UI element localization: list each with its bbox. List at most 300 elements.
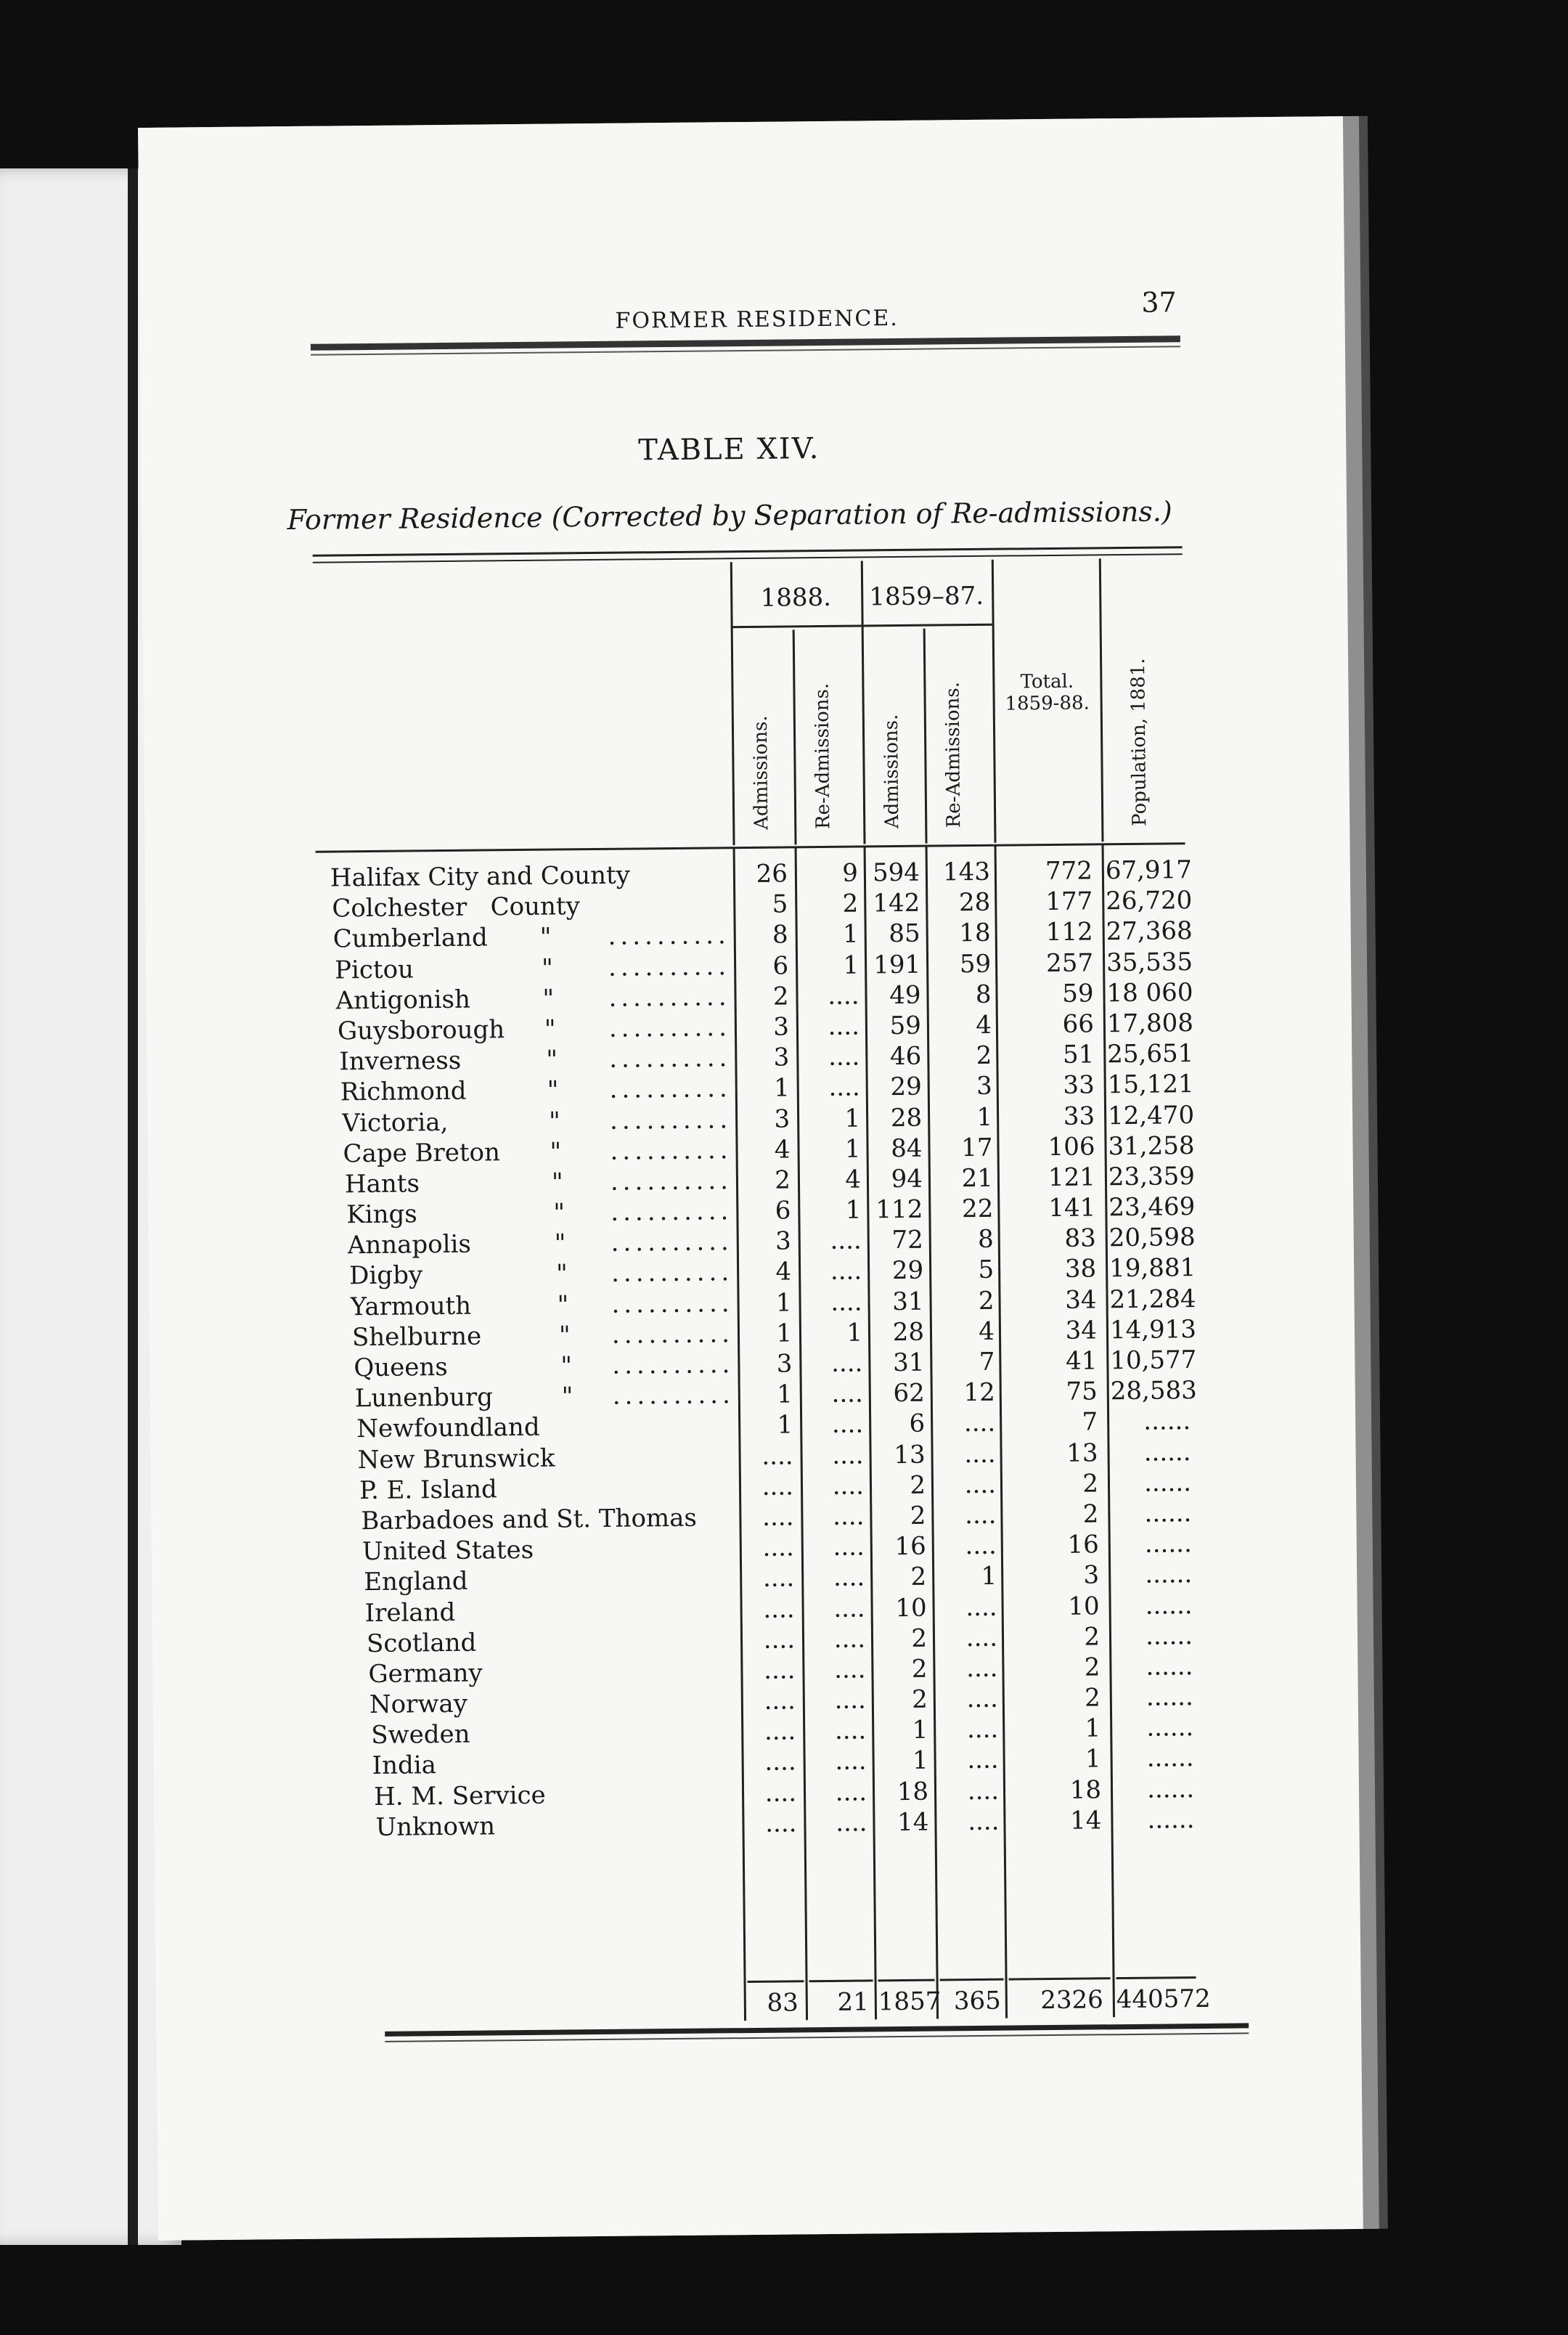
residence-label: Ireland [364, 1597, 456, 1628]
residence-label: H. M. Service [373, 1780, 546, 1812]
cell-readmissions-1888: .... [831, 1409, 864, 1440]
book-page [138, 116, 1363, 2241]
residence-name [368, 1655, 737, 1690]
cell-readmissions-1859-87: .... [967, 1776, 1000, 1806]
cell-admissions-1859-87: 28 [890, 1103, 923, 1133]
cell-total: 2 [1082, 1469, 1099, 1499]
cell-admissions-1888: 1 [775, 1288, 792, 1318]
leader-dots: .......... [603, 921, 730, 953]
residence-label: Cumberland [332, 923, 489, 954]
cell-admissions-1859-87: 16 [894, 1531, 926, 1562]
cell-readmissions-1859-87: 2 [978, 1286, 995, 1316]
cell-total: 7 [1082, 1407, 1098, 1437]
cell-population: 18 060 [1106, 977, 1193, 1008]
residence-name [332, 889, 730, 924]
ditto-mark: " [553, 1198, 565, 1228]
cell-readmissions-1888: .... [834, 1685, 867, 1715]
cell-population: 31,258 [1108, 1130, 1195, 1161]
cell-admissions-1888: 4 [774, 1135, 791, 1165]
running-head: FORMER RESIDENCE. [615, 305, 899, 334]
cell-readmissions-1888: 1 [846, 1318, 863, 1348]
cell-readmissions-1859-87: 8 [977, 1225, 994, 1255]
cell-admissions-1888: 1 [776, 1380, 793, 1409]
cell-total: 2 [1082, 1499, 1099, 1529]
cell-population: 23,469 [1108, 1192, 1196, 1223]
cell-readmissions-1859-87: 2 [976, 1040, 992, 1071]
cell-population: ...... [1145, 1590, 1193, 1621]
cell-readmissions-1888: .... [836, 1808, 867, 1838]
cell-readmissions-1888: .... [835, 1777, 867, 1807]
total-rule-total [1009, 1977, 1111, 1980]
cell-total: 33 [1063, 1070, 1095, 1101]
cell-admissions-1888: .... [761, 1440, 793, 1471]
cell-readmissions-1859-87: .... [964, 1439, 996, 1469]
cell-admissions-1859-87: 31 [892, 1348, 925, 1378]
table-subtitle: Former Residence (Corrected by Separation of Re-admissions.) [287, 495, 1172, 537]
cell-admissions-1888: 3 [773, 1043, 790, 1072]
cell-readmissions-1888: .... [830, 1256, 862, 1287]
total-admissions-1888: 83 [767, 1988, 799, 2018]
cell-readmissions-1888: .... [830, 1348, 863, 1378]
cell-population: 19,881 [1108, 1253, 1196, 1284]
cell-total: 33 [1063, 1101, 1095, 1131]
cell-readmissions-1859-87: 18 [959, 918, 991, 948]
ditto-mark: " [547, 1075, 559, 1105]
residence-label: Pictou [334, 954, 415, 985]
residence-label: Unknown [375, 1812, 496, 1842]
totals-row [156, 1982, 1332, 2030]
residence-label: England [364, 1567, 468, 1597]
residence-name [335, 951, 730, 985]
cell-readmissions-1888: 1 [844, 1104, 861, 1133]
header-rule-h1859 [862, 624, 992, 627]
ditto-mark: " [557, 1290, 569, 1320]
cell-population: ...... [1146, 1682, 1194, 1712]
residence-label: P. E. Island [359, 1475, 497, 1505]
cell-readmissions-1888: 9 [842, 858, 859, 888]
cell-admissions-1859-87: 29 [891, 1256, 924, 1286]
cell-admissions-1888: 2 [775, 1165, 791, 1195]
cell-population: 28,583 [1110, 1376, 1197, 1406]
cell-admissions-1888: 1 [773, 1073, 790, 1103]
residence-label: Norway [369, 1689, 468, 1720]
residence-label: Kings [346, 1199, 417, 1230]
cell-admissions-1888: 3 [774, 1104, 791, 1134]
cell-readmissions-1888: .... [833, 1532, 865, 1562]
cell-readmissions-1888: .... [833, 1624, 866, 1654]
residence-name [356, 1411, 735, 1445]
cell-population: ...... [1146, 1743, 1194, 1774]
ditto-mark: " [542, 984, 555, 1014]
cell-admissions-1859-87: 85 [889, 919, 920, 949]
cell-population: ...... [1145, 1621, 1193, 1651]
cell-readmissions-1859-87: 21 [961, 1163, 994, 1194]
cell-admissions-1859-87: 18 [897, 1777, 929, 1806]
cell-admissions-1859-87: 112 [875, 1194, 923, 1225]
cell-total: 2 [1084, 1622, 1101, 1652]
total-rule-pop [1116, 1976, 1196, 1979]
cell-readmissions-1859-87: .... [967, 1745, 999, 1775]
cell-total: 34 [1065, 1285, 1097, 1315]
page-number: 37 [1141, 286, 1177, 319]
residence-name [354, 1349, 734, 1383]
leader-dots: .......... [608, 1319, 734, 1350]
ditto-mark: " [551, 1168, 563, 1197]
cell-readmissions-1888: 1 [843, 950, 859, 980]
residence-name [349, 1258, 733, 1292]
ditto-mark: " [541, 953, 553, 983]
cell-total: 51 [1062, 1040, 1095, 1069]
cell-readmissions-1888: 1 [845, 1195, 862, 1225]
cell-total: 16 [1067, 1530, 1099, 1560]
cell-readmissions-1859-87: .... [966, 1714, 999, 1745]
cell-population: 17,808 [1106, 1008, 1194, 1039]
cell-population: ...... [1146, 1713, 1194, 1743]
total-population: 440572 [1116, 1984, 1211, 2015]
cell-admissions-1888: 4 [775, 1257, 792, 1287]
cell-population: ...... [1143, 1467, 1192, 1498]
ditto-mark: " [539, 922, 552, 953]
cell-readmissions-1888: 1 [842, 919, 859, 950]
cell-population: ...... [1147, 1804, 1195, 1835]
residence-label: Shelburne [351, 1321, 482, 1353]
header-bottom-rule [316, 842, 1185, 852]
leader-dots: .......... [607, 1258, 733, 1289]
cell-admissions-1888: .... [764, 1655, 796, 1685]
cell-admissions-1859-87: 46 [889, 1041, 922, 1072]
cell-admissions-1859-87: 49 [889, 980, 921, 1010]
col-population: Population, 1881. [1127, 658, 1151, 826]
residence-name [361, 1502, 735, 1536]
residence-name [372, 1748, 738, 1782]
cell-total: 66 [1062, 1009, 1095, 1039]
residence-label: Antigonish [335, 985, 471, 1016]
col-total [994, 670, 1101, 714]
cell-population: 14,913 [1109, 1314, 1197, 1345]
leader-dots: .......... [607, 1288, 733, 1320]
cell-admissions-1859-87: 28 [892, 1317, 925, 1347]
cell-admissions-1888: 5 [772, 889, 788, 919]
cell-readmissions-1859-87: 1 [981, 1562, 997, 1592]
cell-population: ...... [1144, 1499, 1192, 1528]
cell-readmissions-1888: .... [828, 981, 859, 1011]
cell-population: 27,368 [1106, 916, 1193, 947]
cell-admissions-1859-87: 2 [911, 1684, 928, 1714]
cell-total: 112 [1045, 917, 1093, 948]
cell-readmissions-1888: .... [828, 1042, 860, 1072]
residence-name [342, 1104, 732, 1138]
total-total: 2326 [1040, 1985, 1104, 2016]
residence-label: Victoria, [341, 1107, 449, 1138]
leader-dots: .......... [606, 1165, 732, 1197]
ditto-mark: " [550, 1137, 562, 1167]
residence-label: Sweden [371, 1719, 470, 1751]
cell-total: 10 [1068, 1591, 1100, 1621]
residence-label: Annapolis [347, 1229, 472, 1260]
residence-label: Guysborough [337, 1015, 505, 1046]
cell-admissions-1888: 2 [772, 982, 789, 1011]
header-rule-h1888 [731, 624, 862, 628]
cell-admissions-1888: .... [763, 1594, 795, 1624]
cell-readmissions-1888: 1 [844, 1134, 861, 1164]
total-rule-r59 [940, 1979, 1004, 1981]
residence-label: Digby [349, 1260, 423, 1291]
cell-readmissions-1888: .... [828, 1011, 860, 1041]
residence-label: Halifax City and County [330, 860, 631, 893]
leader-dots: .......... [605, 1074, 731, 1106]
cell-admissions-1859-87: 14 [897, 1807, 929, 1837]
cell-admissions-1888: 3 [775, 1226, 791, 1256]
leader-dots: .......... [606, 1196, 732, 1228]
cell-population: ...... [1146, 1774, 1195, 1804]
residence-name [359, 1472, 735, 1506]
cell-readmissions-1888: 2 [842, 889, 859, 918]
residence-label: Newfoundland [356, 1413, 540, 1444]
residence-name [367, 1625, 737, 1659]
cell-population: ...... [1143, 1406, 1191, 1437]
residence-name [375, 1809, 738, 1843]
cell-population: ...... [1145, 1560, 1193, 1590]
cell-readmissions-1859-87: 22 [961, 1194, 994, 1224]
cell-readmissions-1859-87: .... [966, 1684, 999, 1714]
cell-total: 14 [1069, 1806, 1102, 1835]
cell-readmissions-1859-87: .... [965, 1592, 997, 1622]
cell-readmissions-1888: .... [833, 1593, 865, 1623]
cell-admissions-1888: 1 [776, 1319, 793, 1348]
ditto-mark: " [544, 1014, 556, 1044]
leader-dots: .......... [604, 951, 730, 983]
col-admissions-1859-87: Admissions. [880, 714, 904, 829]
cell-population: 10,577 [1110, 1345, 1197, 1376]
group-1888: 1888. [760, 582, 832, 613]
cell-admissions-1888: .... [762, 1533, 795, 1562]
ditto-mark: " [548, 1106, 560, 1136]
cell-readmissions-1888: .... [832, 1440, 864, 1470]
cell-admissions-1859-87: 13 [894, 1440, 926, 1470]
residence-label: Yarmouth [350, 1291, 472, 1321]
cell-admissions-1888: .... [765, 1809, 797, 1838]
residence-label: Hants [344, 1169, 420, 1199]
leader-dots: .......... [608, 1380, 735, 1411]
leader-dots: .......... [605, 1104, 732, 1136]
residence-label: Cape Breton [343, 1137, 501, 1169]
residence-name [352, 1319, 734, 1353]
cell-readmissions-1888: .... [831, 1379, 863, 1409]
cell-readmissions-1888: 4 [845, 1165, 862, 1194]
cell-admissions-1888: .... [764, 1778, 797, 1808]
residence-label: Scotland [366, 1628, 477, 1658]
cell-population: ...... [1144, 1529, 1192, 1559]
total-readmissions-1888: 21 [837, 1987, 870, 2017]
residence-label: United States [362, 1535, 534, 1567]
total-rule-a88 [748, 1980, 804, 1983]
cell-total: 59 [1062, 979, 1094, 1008]
cell-readmissions-1888: .... [834, 1716, 867, 1746]
residence-label: Lunenburg [354, 1382, 494, 1414]
col-total-line2: 1859-88. [1005, 692, 1090, 715]
cell-readmissions-1888: .... [835, 1746, 867, 1777]
ditto-mark: " [561, 1382, 573, 1411]
cell-readmissions-1859-87: .... [963, 1409, 996, 1438]
ditto-mark: " [546, 1045, 558, 1075]
residence-name [348, 1226, 733, 1260]
cell-readmissions-1859-87: .... [965, 1623, 998, 1653]
cell-population: 26,720 [1106, 886, 1193, 916]
cell-admissions-1859-87: 84 [891, 1133, 923, 1163]
cell-admissions-1888: 3 [776, 1349, 793, 1379]
residence-label: New Brunswick [357, 1443, 555, 1475]
header-rule-v6 [923, 629, 928, 844]
ditto-mark: " [558, 1321, 571, 1350]
residence-name [339, 1043, 731, 1077]
cell-admissions-1859-87: 2 [911, 1623, 928, 1653]
cell-population: ...... [1146, 1652, 1193, 1682]
cell-total: 121 [1048, 1162, 1096, 1192]
cell-readmissions-1859-87: .... [964, 1500, 997, 1531]
residence-name [335, 982, 730, 1016]
cell-admissions-1859-87: 2 [910, 1470, 926, 1500]
cell-admissions-1888: 8 [772, 920, 788, 950]
cell-total: 38 [1064, 1254, 1097, 1284]
residence-label: Inverness [339, 1046, 462, 1077]
residence-name [343, 1135, 732, 1169]
cell-admissions-1888: .... [761, 1502, 794, 1532]
table-body [145, 853, 1331, 1844]
residence-label: Queens [354, 1352, 448, 1383]
cell-readmissions-1888: .... [830, 1287, 862, 1317]
leader-dots: .......... [605, 1135, 732, 1167]
cell-admissions-1888: .... [763, 1625, 796, 1655]
cell-population: 23,359 [1108, 1161, 1196, 1192]
cell-readmissions-1859-87: 3 [976, 1072, 992, 1101]
cell-readmissions-1859-87: 143 [942, 857, 991, 887]
cell-admissions-1859-87: 10 [895, 1593, 927, 1623]
col-total-line1: Total. [1020, 670, 1074, 693]
residence-name [346, 1196, 732, 1230]
total-rule-r88 [809, 1979, 873, 1982]
cell-readmissions-1859-87: 4 [976, 1010, 992, 1040]
cell-population: 25,651 [1107, 1039, 1194, 1069]
cell-admissions-1859-87: 72 [891, 1225, 923, 1255]
cell-total: 772 [1045, 856, 1093, 887]
cell-total: 75 [1066, 1377, 1098, 1406]
cell-admissions-1859-87: 142 [873, 888, 920, 918]
cell-readmissions-1888: .... [833, 1562, 865, 1593]
col-readmissions-1859-87: Re-Admissions. [942, 681, 965, 828]
cell-population: ...... [1143, 1437, 1191, 1467]
cell-admissions-1859-87: 62 [893, 1378, 925, 1409]
leader-dots: .......... [605, 1043, 731, 1075]
leader-dots: .......... [606, 1226, 732, 1258]
total-admissions-1859-87: 1857 [878, 1986, 942, 2017]
cell-admissions-1859-87: 31 [892, 1287, 924, 1316]
cell-admissions-1888: .... [764, 1686, 796, 1716]
cell-total: 83 [1064, 1223, 1096, 1254]
residence-label: Barbadoes and St. Thomas [361, 1503, 698, 1536]
residence-name [364, 1594, 736, 1629]
cell-population: 20,598 [1108, 1223, 1196, 1253]
cell-total: 141 [1048, 1193, 1096, 1223]
residence-name [357, 1441, 735, 1475]
cell-readmissions-1888: .... [832, 1501, 865, 1531]
residence-label: Colchester County [332, 892, 580, 924]
total-readmissions-1859-87: 365 [953, 1986, 1002, 2016]
cell-readmissions-1859-87: 4 [979, 1316, 995, 1346]
cell-admissions-1859-87: 6 [909, 1409, 926, 1439]
leader-dots: .......... [608, 1349, 734, 1381]
cell-readmissions-1859-87: .... [968, 1806, 1000, 1836]
cell-total: 13 [1066, 1438, 1098, 1468]
cell-total: 1 [1085, 1713, 1101, 1743]
col-admissions-1888: Admissions. [749, 715, 773, 830]
residence-name [362, 1533, 736, 1567]
cell-readmissions-1859-87: .... [965, 1531, 997, 1561]
cell-admissions-1859-87: 191 [873, 950, 921, 979]
cell-total: 257 [1046, 948, 1094, 978]
ditto-mark: " [560, 1351, 573, 1381]
residence-name [374, 1778, 738, 1812]
residence-label: Germany [368, 1658, 483, 1689]
header-rule-v5 [793, 629, 797, 844]
cell-readmissions-1859-87: 28 [958, 887, 991, 918]
residence-label: Richmond [340, 1077, 467, 1107]
table-title: TABLE XIV. [637, 432, 820, 468]
total-rule-a59 [878, 1979, 935, 1982]
cell-admissions-1859-87: 2 [910, 1562, 927, 1592]
cell-readmissions-1888: .... [828, 1072, 860, 1103]
group-1859-87: 1859–87. [869, 581, 984, 612]
cell-total: 2 [1084, 1653, 1101, 1682]
residence-name [350, 1288, 733, 1322]
cell-population: 12,470 [1107, 1100, 1195, 1130]
cell-readmissions-1859-87: .... [964, 1470, 997, 1499]
cell-admissions-1888: 26 [756, 859, 788, 889]
cell-admissions-1859-87: 1 [912, 1746, 928, 1776]
cell-readmissions-1888: .... [834, 1655, 866, 1684]
cell-admissions-1888: .... [764, 1716, 796, 1747]
cell-admissions-1859-87: 2 [911, 1654, 928, 1684]
cell-admissions-1888: .... [762, 1563, 795, 1594]
cell-admissions-1888: 1 [777, 1410, 793, 1440]
cell-readmissions-1859-87: 17 [961, 1133, 993, 1162]
residence-name [355, 1380, 735, 1414]
cell-admissions-1888: .... [764, 1747, 796, 1777]
cell-admissions-1859-87: 2 [910, 1501, 926, 1531]
cell-total: 3 [1083, 1560, 1100, 1590]
cell-admissions-1859-87: 29 [890, 1072, 922, 1102]
cell-readmissions-1888: .... [830, 1226, 862, 1256]
cell-admissions-1888: .... [761, 1472, 794, 1501]
cell-population: 21,284 [1109, 1284, 1196, 1314]
cell-readmissions-1888: .... [832, 1471, 865, 1501]
cell-admissions-1888: 3 [773, 1012, 790, 1042]
residence-name [330, 859, 730, 893]
cell-readmissions-1859-87: 12 [963, 1377, 995, 1408]
cell-total: 34 [1065, 1316, 1098, 1345]
cell-readmissions-1859-87: 7 [979, 1347, 995, 1377]
cell-admissions-1859-87: 94 [891, 1164, 923, 1194]
cell-population: 35,535 [1106, 947, 1193, 977]
cell-readmissions-1859-87: 5 [978, 1255, 995, 1285]
cell-population: 15,121 [1107, 1069, 1194, 1100]
cell-admissions-1888: 6 [775, 1196, 791, 1226]
col-readmissions-1888: Re-Admissions. [811, 682, 835, 830]
residence-name [333, 921, 730, 955]
cell-admissions-1859-87: 594 [872, 857, 920, 888]
residence-name [340, 1074, 732, 1108]
ditto-mark: " [554, 1228, 566, 1258]
residence-name [371, 1716, 738, 1751]
